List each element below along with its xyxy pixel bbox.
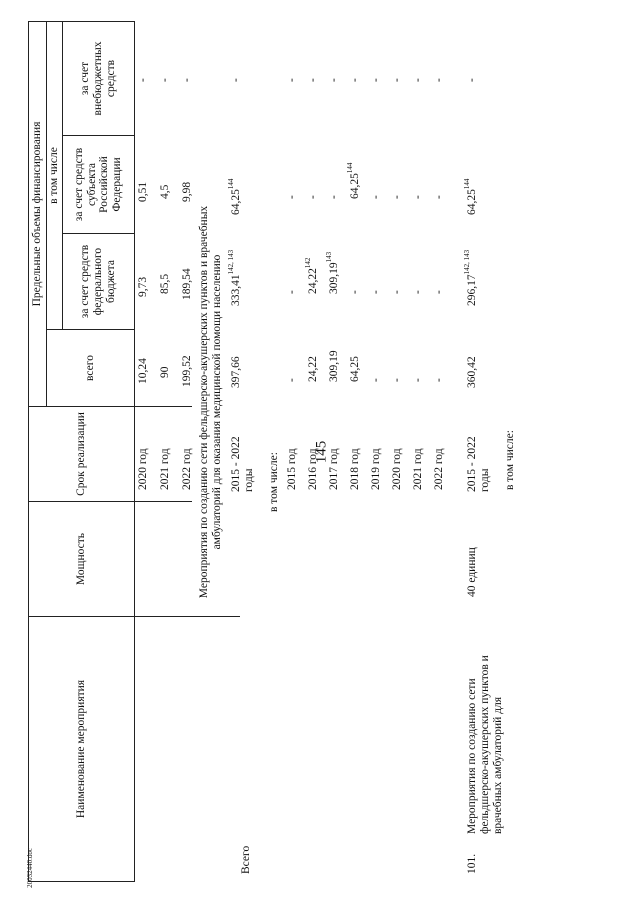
year-row-regional xyxy=(286,195,299,199)
year-row-federal xyxy=(412,290,425,294)
rotated-table-page xyxy=(28,22,608,882)
year-row-extra xyxy=(349,78,362,82)
year-row-total-value: - xyxy=(370,378,382,382)
year-row-period xyxy=(349,448,362,490)
year-row-regional xyxy=(307,195,320,199)
row-2022-regional: 9,98 xyxy=(181,181,193,202)
year-row-total-value: - xyxy=(433,378,445,382)
year-row-period xyxy=(370,448,383,490)
row-2021-federal: 85,5 xyxy=(159,273,171,294)
year-row-period xyxy=(328,448,341,490)
year-row-total-value: 24,22 xyxy=(307,356,319,382)
year-row-extra xyxy=(433,78,446,82)
year-row-period xyxy=(391,448,404,490)
year-row-extra-value: - xyxy=(328,78,340,82)
year-row-regional-value: - xyxy=(370,195,382,199)
year-row-federal xyxy=(349,290,362,294)
item-101-capacity: 40 единиц xyxy=(466,547,478,597)
year-row-federal-value: - xyxy=(370,290,382,294)
col-header-extra: за счет внебюджетных средств xyxy=(62,22,134,136)
row-2020-period: 2020 год xyxy=(137,448,149,490)
row-2022-extra: - xyxy=(181,78,193,82)
total-federal-footnote: 142, 143 xyxy=(227,249,235,275)
item-101-name: Мероприятия по созданию сети фельдшерско-акушерских пунктов и врачебных амбулаторий для xyxy=(466,655,504,834)
total-regional xyxy=(227,178,243,215)
year-row-regional-value: - xyxy=(391,195,403,199)
col-header-including: в том числе xyxy=(47,22,63,330)
year-row-extra xyxy=(307,78,320,82)
year-row-period xyxy=(307,448,320,490)
row-2021-total: 90 xyxy=(159,366,171,378)
page-number: 145 xyxy=(313,440,330,464)
year-row-extra xyxy=(328,78,341,82)
year-row-federal-value: 24,22 xyxy=(307,268,319,294)
year-row-regional-value: - xyxy=(328,195,340,199)
col-header-total: всего xyxy=(47,330,135,407)
item-101-federal-value: 296,17 xyxy=(466,274,478,306)
year-row-period xyxy=(286,448,299,490)
year-row-federal xyxy=(370,290,383,294)
document-id: 20032440.doc xyxy=(26,848,34,888)
year-row-extra-value: - xyxy=(349,78,361,82)
year-row-period-value: 2017 год xyxy=(328,448,340,490)
year-row-period-value: 2020 год xyxy=(391,448,403,490)
year-row-total xyxy=(370,378,383,382)
year-row-regional-value: - xyxy=(307,195,319,199)
year-row-total xyxy=(349,356,362,382)
item-101-federal xyxy=(463,249,479,306)
year-row-extra-value: - xyxy=(412,78,424,82)
item-101-total: 360,42 xyxy=(466,356,478,388)
divider-capacity-period xyxy=(132,501,192,502)
year-row-federal xyxy=(391,290,404,294)
row-2020-total: 10,24 xyxy=(137,358,149,384)
year-row-federal-value: - xyxy=(391,290,403,294)
year-row-federal-footnote: 142 xyxy=(304,257,312,269)
year-row-regional xyxy=(370,195,383,199)
year-row-total-value: - xyxy=(286,378,298,382)
total-label: Всего xyxy=(240,845,252,874)
year-row-period-value: 2016 год xyxy=(307,448,319,490)
col-header-period: Срок реализации xyxy=(29,407,135,502)
year-row-total xyxy=(307,356,320,382)
header-table xyxy=(28,21,135,882)
year-row-total xyxy=(391,378,404,382)
item-101-extra: - xyxy=(466,78,478,82)
col-header-capacity: Мощность xyxy=(29,502,135,617)
section-title: Мероприятия по созданию сети фельдшерско-акушерских пунктов и врачебных амбулаторий для оказания медицинской помощи населению xyxy=(198,205,223,599)
total-regional-footnote: 144 xyxy=(227,178,235,190)
year-row-federal-value: 309,19 xyxy=(328,262,340,294)
year-row-federal xyxy=(304,257,320,294)
divider-period-total xyxy=(132,406,192,407)
year-row-regional-value: 64,25 xyxy=(349,173,361,199)
year-row-extra-value: - xyxy=(286,78,298,82)
total-total: 397,66 xyxy=(230,356,242,388)
year-row-period-value: 2019 год xyxy=(370,448,382,490)
col-header-limits: Предельные объемы финансирования xyxy=(29,22,47,407)
year-row-extra-value: - xyxy=(307,78,319,82)
row-2022-federal: 189,54 xyxy=(181,268,193,300)
year-row-extra-value: - xyxy=(433,78,445,82)
year-row-federal-value: - xyxy=(412,290,424,294)
year-row-regional xyxy=(433,195,446,199)
year-row-extra xyxy=(286,78,299,82)
total-federal-value: 333,41 xyxy=(230,274,242,306)
year-row-regional xyxy=(346,162,362,199)
row-2020-regional: 0,51 xyxy=(137,181,149,202)
item-101-period: 2015 - 2022 годы xyxy=(466,436,491,492)
year-row-regional xyxy=(328,195,341,199)
year-row-extra xyxy=(412,78,425,82)
year-row-extra xyxy=(391,78,404,82)
year-row-federal-footnote: 143 xyxy=(325,251,333,263)
year-row-federal-value: - xyxy=(349,290,361,294)
year-row-period xyxy=(412,448,425,490)
row-2021-extra: - xyxy=(159,78,171,82)
item-101-regional xyxy=(463,178,479,215)
year-row-total-value: 309,19 xyxy=(328,350,340,382)
year-row-federal-value: - xyxy=(433,290,445,294)
total-period: 2015 - 2022 годы xyxy=(230,436,255,492)
item-101-regional-value: 64,25 xyxy=(466,189,478,215)
year-row-federal xyxy=(433,290,446,294)
year-row-period-value: 2018 год xyxy=(349,448,361,490)
year-row-extra-value: - xyxy=(370,78,382,82)
year-row-total-value: - xyxy=(412,378,424,382)
divider-name-capacity xyxy=(132,616,240,617)
year-row-regional-value: - xyxy=(286,195,298,199)
year-row-regional-footnote: 144 xyxy=(346,162,354,174)
row-2022-total: 199,52 xyxy=(181,355,193,387)
year-row-regional-value: - xyxy=(412,195,424,199)
year-row-regional-value: - xyxy=(433,195,445,199)
total-federal xyxy=(227,249,243,306)
year-row-total-value: - xyxy=(391,378,403,382)
year-row-federal xyxy=(325,251,341,294)
item-101-number: 101. xyxy=(466,853,478,874)
total-extra: - xyxy=(230,78,242,82)
year-row-regional xyxy=(412,195,425,199)
year-row-extra xyxy=(370,78,383,82)
item-101-regional-footnote: 144 xyxy=(463,178,471,190)
year-row-regional xyxy=(391,195,404,199)
year-row-total xyxy=(328,350,341,382)
col-header-name: Наименование мероприятия xyxy=(29,617,135,882)
year-row-period-value: 2022 год xyxy=(433,448,445,490)
col-header-regional: за счет средств субъекта Российской Федерации xyxy=(62,136,134,234)
year-row-period xyxy=(433,448,446,490)
total-regional-value: 64,25 xyxy=(230,189,242,215)
in-that-number-label-2: в том числе: xyxy=(504,430,516,490)
year-row-extra-value: - xyxy=(391,78,403,82)
row-2021-regional: 4,5 xyxy=(159,184,171,199)
year-row-federal-value: - xyxy=(286,290,298,294)
in-that-number-label-1: в том числе: xyxy=(268,452,280,512)
year-row-total xyxy=(433,378,446,382)
year-row-period-value: 2021 год xyxy=(412,448,424,490)
row-2022-period: 2022 год xyxy=(181,448,193,490)
year-row-period-value: 2015 год xyxy=(286,448,298,490)
row-2020-federal: 9,73 xyxy=(137,276,149,297)
year-row-total-value: 64,25 xyxy=(349,356,361,382)
year-row-total xyxy=(412,378,425,382)
row-2021-period: 2021 год xyxy=(159,448,171,490)
year-row-total xyxy=(286,378,299,382)
col-header-federal: за счет средств федерального бюджета xyxy=(62,234,134,330)
row-2020-extra: - xyxy=(137,78,149,82)
year-row-federal xyxy=(286,290,299,294)
item-101-federal-footnote: 142, 143 xyxy=(463,249,471,275)
